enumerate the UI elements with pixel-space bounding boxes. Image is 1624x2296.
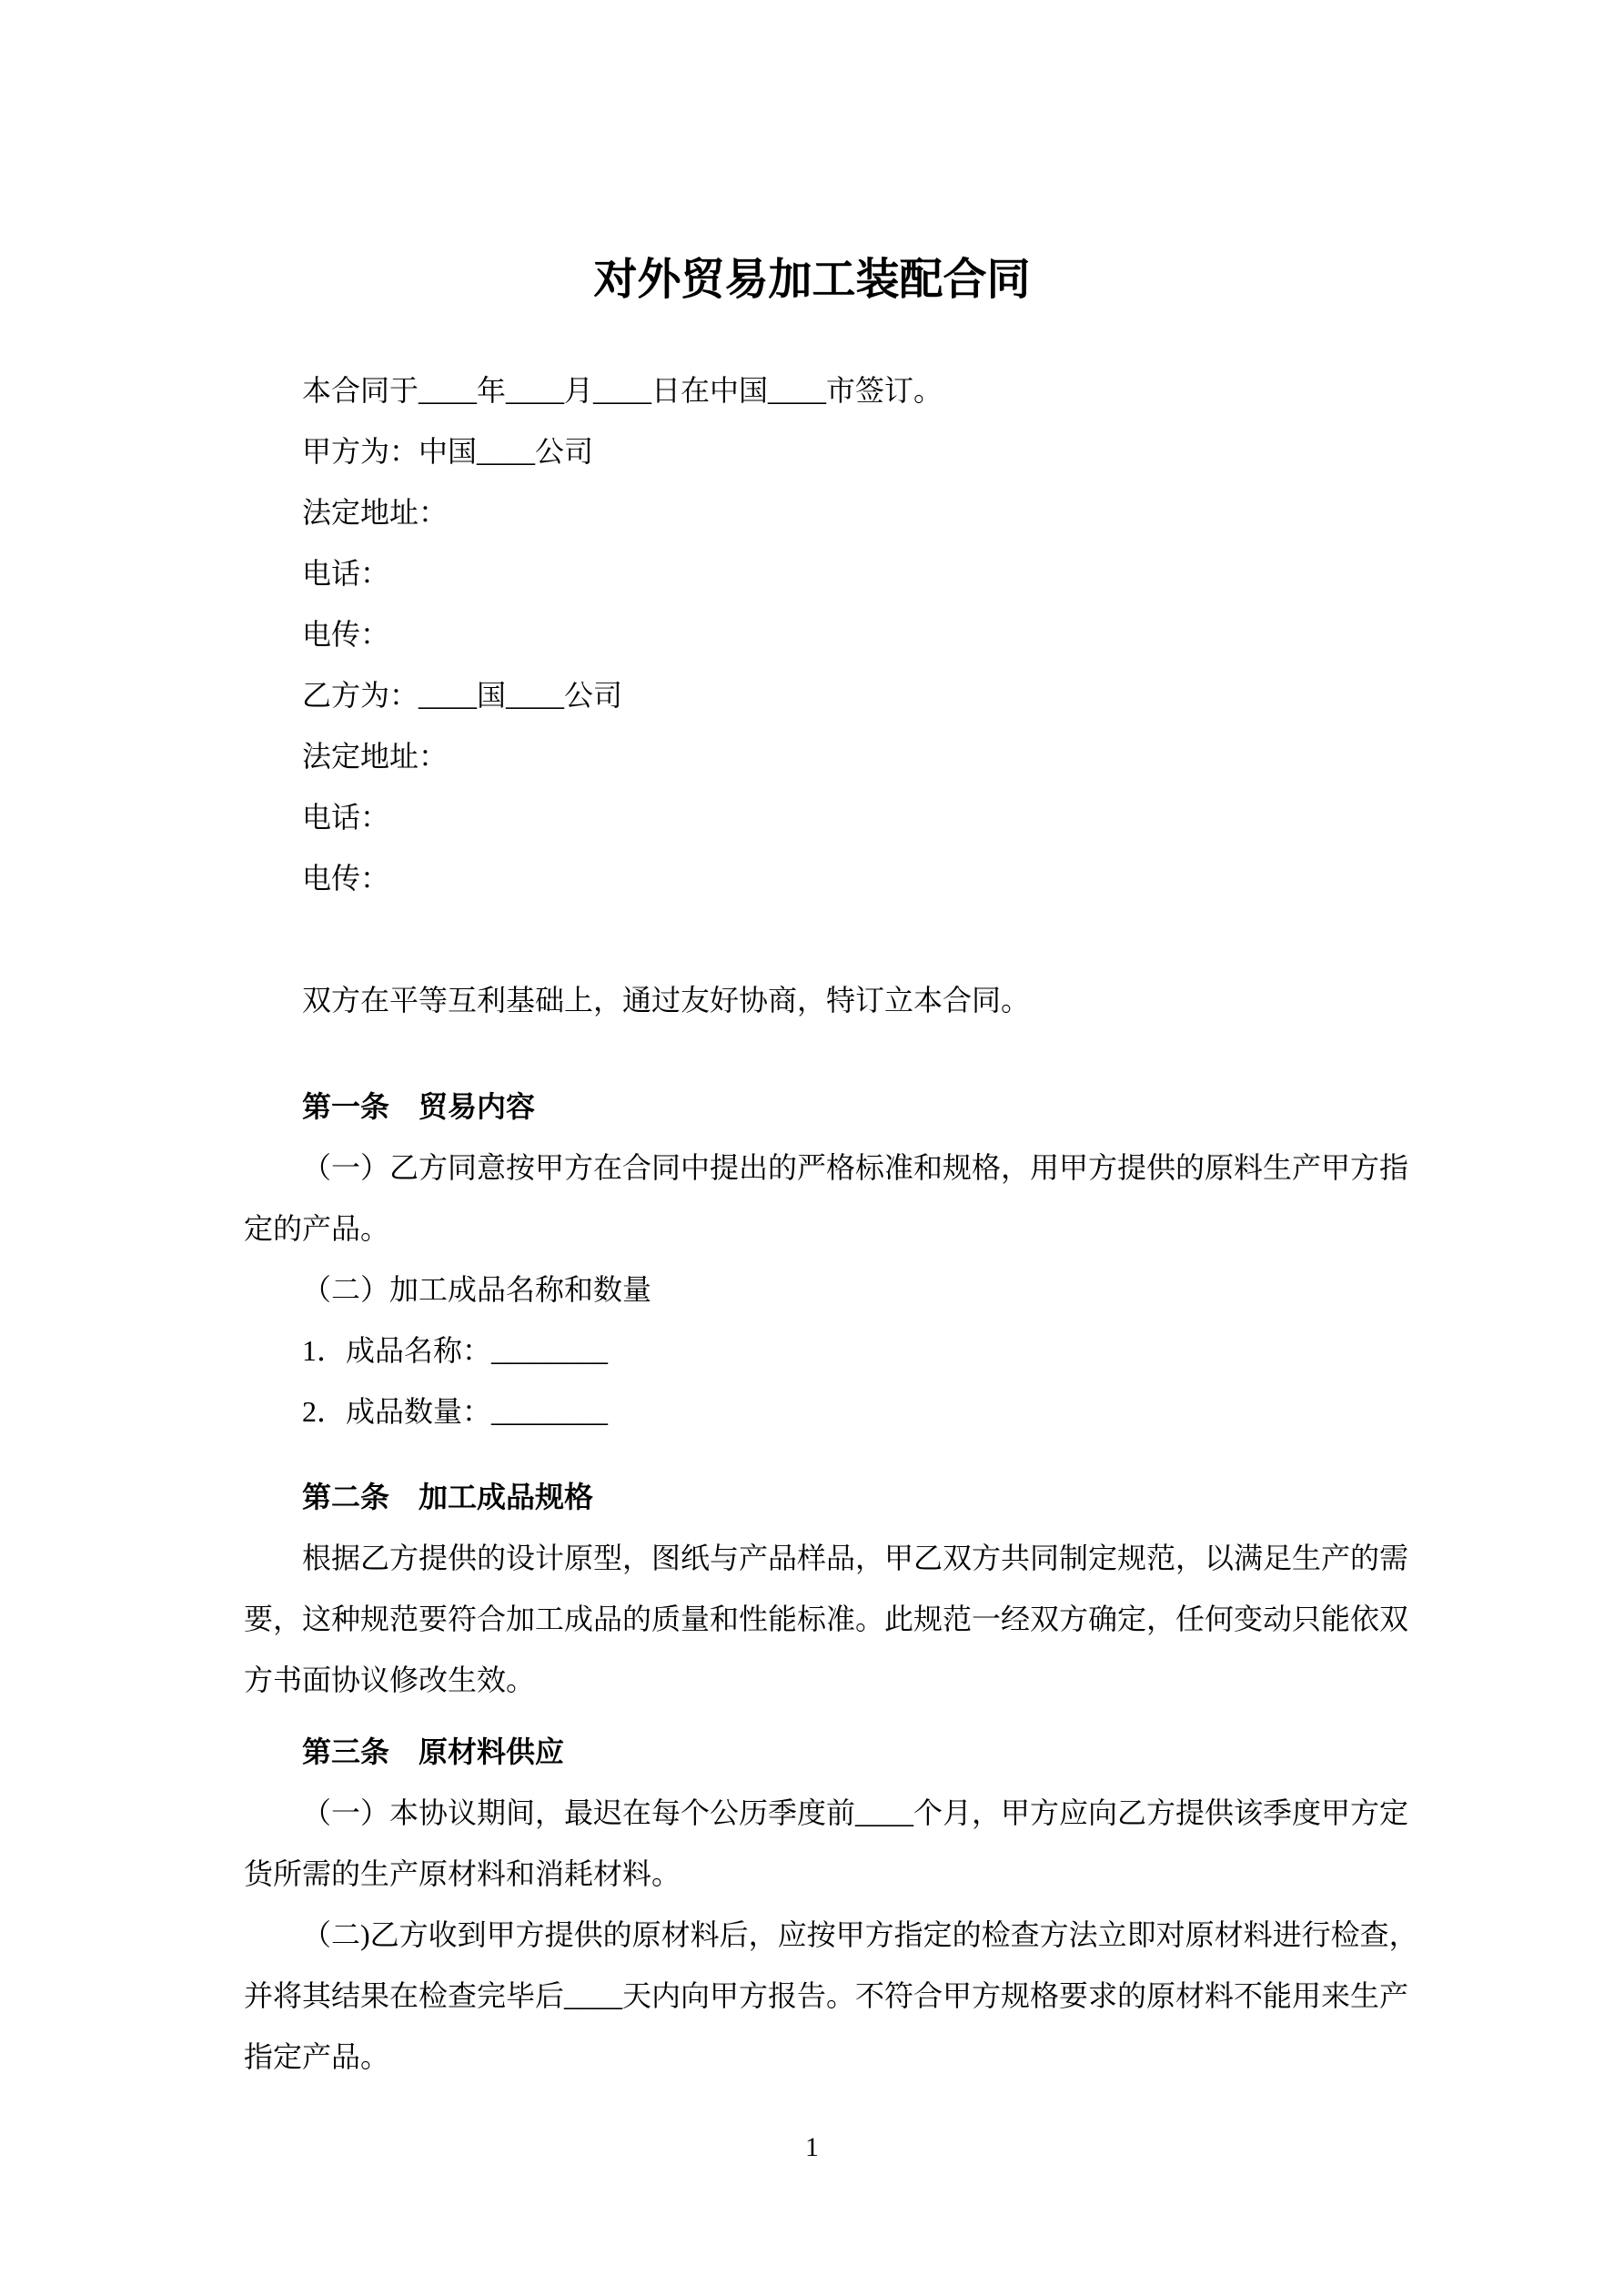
document-line: 双方在平等互利基础上，通过友好协商，特订立本合同。: [302, 984, 1031, 1017]
document-line: （一）本协议期间，最迟在每个公历季度前____个月，甲方应向乙方提供该季度甲方定: [302, 1796, 1409, 1829]
page-number: 1: [805, 2132, 819, 2162]
document-line: 本合同于____年____月____日在中国____市签订。: [302, 374, 943, 407]
document-line: 指定产品。: [244, 2040, 390, 2073]
section-heading: 第二条 加工成品规格: [302, 1481, 594, 1513]
document-line: 方书面协议修改生效。: [244, 1664, 536, 1696]
document-line: （二）加工成品名称和数量: [302, 1273, 652, 1306]
document-line: 要，这种规范要符合加工成品的质量和性能标准。此规范一经双方确定，任何变动只能依双: [244, 1603, 1409, 1635]
section-heading: 第一条 贸易内容: [302, 1090, 536, 1123]
document-body: [244, 246, 1418, 2088]
section-heading: 第三条 原材料供应: [302, 1735, 565, 1768]
document-line: 定的产品。: [244, 1212, 390, 1245]
document-line: 货所需的生产原材料和消耗材料。: [244, 1857, 681, 1890]
document-line: 甲方为：中国____公司: [302, 435, 594, 468]
document-line: 电话：: [302, 557, 390, 590]
document-line: （一）乙方同意按甲方在合同中提出的严格标准和规格，用甲方提供的原料生产甲方指: [302, 1151, 1409, 1184]
document-line: 1．成品名称：________: [302, 1334, 609, 1367]
document-line: 2．成品数量：________: [302, 1395, 609, 1428]
document-line: 根据乙方提供的设计原型，图纸与产品样品，甲乙双方共同制定规范，以满足生产的需: [302, 1542, 1409, 1574]
document-line: 法定地址：: [302, 496, 449, 529]
document-line: 法定地址：: [302, 740, 449, 773]
document-title: 对外贸易加工装配合同: [593, 256, 1031, 304]
document-line: 乙方为：____国____公司: [302, 679, 623, 712]
document-line: [244, 909, 1380, 970]
document-line: 电传：: [302, 862, 390, 895]
document-line: 电话：: [302, 801, 390, 834]
document-line: 电传：: [302, 618, 390, 651]
document-line: （二)乙方收到甲方提供的原材料后，应按甲方指定的检查方法立即对原材料进行检查，: [302, 1918, 1418, 1951]
document-line: 并将其结果在检查完毕后____天内向甲方报告。不符合甲方规格要求的原材料不能用来生产: [244, 1979, 1409, 2012]
